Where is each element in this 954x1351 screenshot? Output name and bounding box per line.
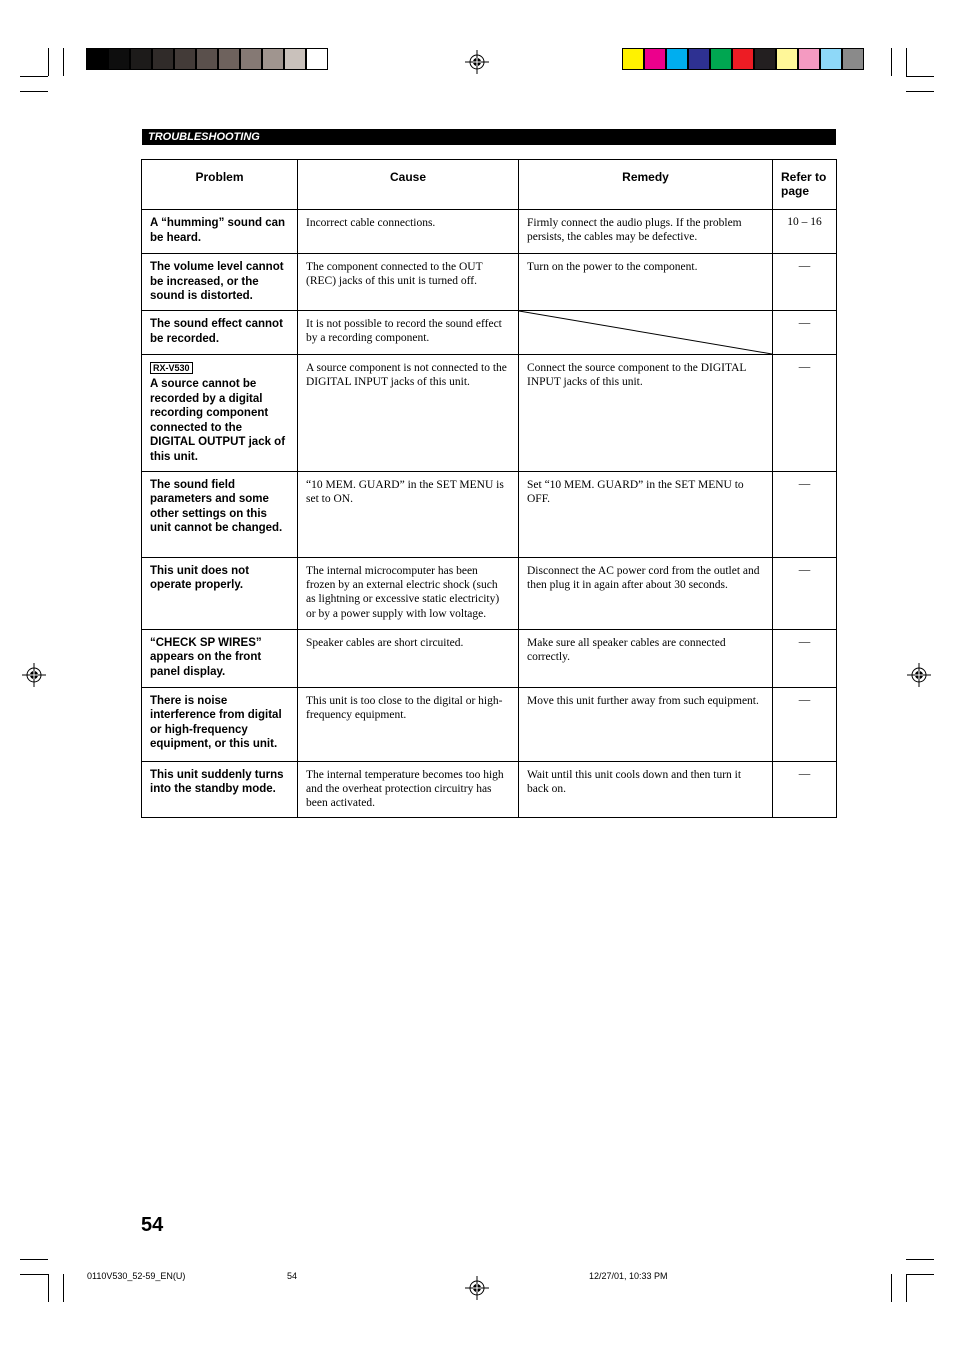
problem-cell: The sound field parameters and some other settings on this unit cannot be changed. [142,471,298,557]
refer-cell: — [773,355,837,472]
crop-mark [20,76,48,77]
color-swatch [688,48,710,70]
problem-cell: The volume level cannot be increased, or the sound is distorted. [142,254,298,311]
cause-cell: The internal microcomputer has been frozen by an external electric shock (such as lightning or excessive static electricity) or by a power supply with low voltage. [298,557,519,629]
table-row [142,557,837,629]
remedy-cell: Move this unit further away from such equipment. [519,687,773,761]
color-swatch [798,48,820,70]
registration-mark-icon [465,1276,489,1300]
color-swatch [262,48,284,70]
diagonal-strike-line [519,311,772,354]
registration-mark-icon [22,663,46,687]
table-row [142,687,837,761]
crop-mark [906,1274,907,1302]
model-badge: RX-V530 [150,362,193,374]
color-swatch [108,48,130,70]
header-refer: Refer to page [773,160,837,210]
crop-mark [906,1274,934,1275]
header-cause: Cause [298,160,519,210]
problem-text: A source cannot be recorded by a digital recording component connected to the DIGITAL OUTPUT jack of this unit. [150,378,286,463]
header-remedy: Remedy [519,160,773,210]
table-row [142,355,837,472]
crop-mark [906,1259,934,1260]
crop-mark [63,48,64,76]
problem-cell: “CHECK SP WIRES” appears on the front panel display. [142,629,298,687]
table-row [142,761,837,817]
cause-cell: “10 MEM. GUARD” in the SET MENU is set to ON. [298,471,519,557]
crop-mark [48,1274,49,1302]
refer-cell: — [773,254,837,311]
table-row [142,471,837,557]
problem-cell: This unit does not operate properly. [142,557,298,629]
problem-cell [142,355,298,472]
section-title: TROUBLESHOOTING [142,129,836,145]
crop-mark [891,1274,892,1302]
cause-cell: Speaker cables are short circuited. [298,629,519,687]
crop-mark [906,91,934,92]
crop-mark [20,91,48,92]
table-header-row [142,160,837,210]
color-swatch [754,48,776,70]
color-swatch [732,48,754,70]
cause-cell: Incorrect cable connections. [298,210,519,254]
refer-cell: — [773,311,837,355]
color-swatch [196,48,218,70]
problem-cell: A “humming” sound can be heard. [142,210,298,254]
refer-cell: — [773,629,837,687]
remedy-cell-empty [519,311,773,355]
remedy-cell: Firmly connect the audio plugs. If the problem persists, the cables may be defective. [519,210,773,254]
problem-cell: The sound effect cannot be recorded. [142,311,298,355]
color-swatch [86,48,108,70]
color-swatch [218,48,240,70]
color-swatch [152,48,174,70]
cause-cell: The component connected to the OUT (REC) jacks of this unit is turned off. [298,254,519,311]
crop-mark [20,1259,48,1260]
registration-mark-icon [465,50,489,74]
crop-mark [906,76,934,77]
color-swatch [710,48,732,70]
remedy-cell: Connect the source component to the DIGITAL INPUT jacks of this unit. [519,355,773,472]
color-swatch [820,48,842,70]
cause-cell: The internal temperature becomes too high and the overheat protection circuitry has been activated. [298,761,519,817]
footer-timestamp: 12/27/01, 10:33 PM [589,1271,668,1281]
table-row [142,629,837,687]
crop-mark [20,1274,48,1275]
troubleshooting-table [141,159,837,818]
footer-page: 54 [287,1271,298,1281]
refer-cell: — [773,687,837,761]
color-swatch [666,48,688,70]
color-swatch [284,48,306,70]
remedy-cell: Disconnect the AC power cord from the outlet and then plug it in again after about 30 seconds. [519,557,773,629]
crop-mark [906,48,907,76]
cause-cell: It is not possible to record the sound effect by a recording component. [298,311,519,355]
color-swatch [240,48,262,70]
registration-mark-icon [907,663,931,687]
crop-mark [48,48,49,76]
refer-cell: — [773,557,837,629]
crop-mark [63,1274,64,1302]
color-swatch [644,48,666,70]
header-problem: Problem [142,160,298,210]
problem-cell: This unit suddenly turns into the standby mode. [142,761,298,817]
cause-cell: A source component is not connected to the DIGITAL INPUT jacks of this unit. [298,355,519,472]
table-row [142,254,837,311]
remedy-cell: Make sure all speaker cables are connected correctly. [519,629,773,687]
remedy-cell: Wait until this unit cools down and then turn it back on. [519,761,773,817]
remedy-cell: Set “10 MEM. GUARD” in the SET MENU to OFF. [519,471,773,557]
table-row [142,210,837,254]
problem-cell: There is noise interference from digital or high-frequency equipment, or this unit. [142,687,298,761]
refer-cell: 10 – 16 [773,210,837,254]
refer-cell: — [773,471,837,557]
color-swatch [622,48,644,70]
refer-cell: — [773,761,837,817]
crop-mark [891,48,892,76]
color-swatch [776,48,798,70]
table-row [142,311,837,355]
color-swatch [842,48,864,70]
cause-cell: This unit is too close to the digital or high-frequency equipment. [298,687,519,761]
grayscale-swatch-bar [86,48,328,70]
color-swatch [306,48,328,70]
page-number: 54 [141,1214,164,1236]
process-color-swatch-bar [622,48,864,70]
color-swatch [130,48,152,70]
footer-file-name: 0110V530_52-59_EN(U) [87,1271,186,1281]
color-swatch [174,48,196,70]
remedy-cell: Turn on the power to the component. [519,254,773,311]
